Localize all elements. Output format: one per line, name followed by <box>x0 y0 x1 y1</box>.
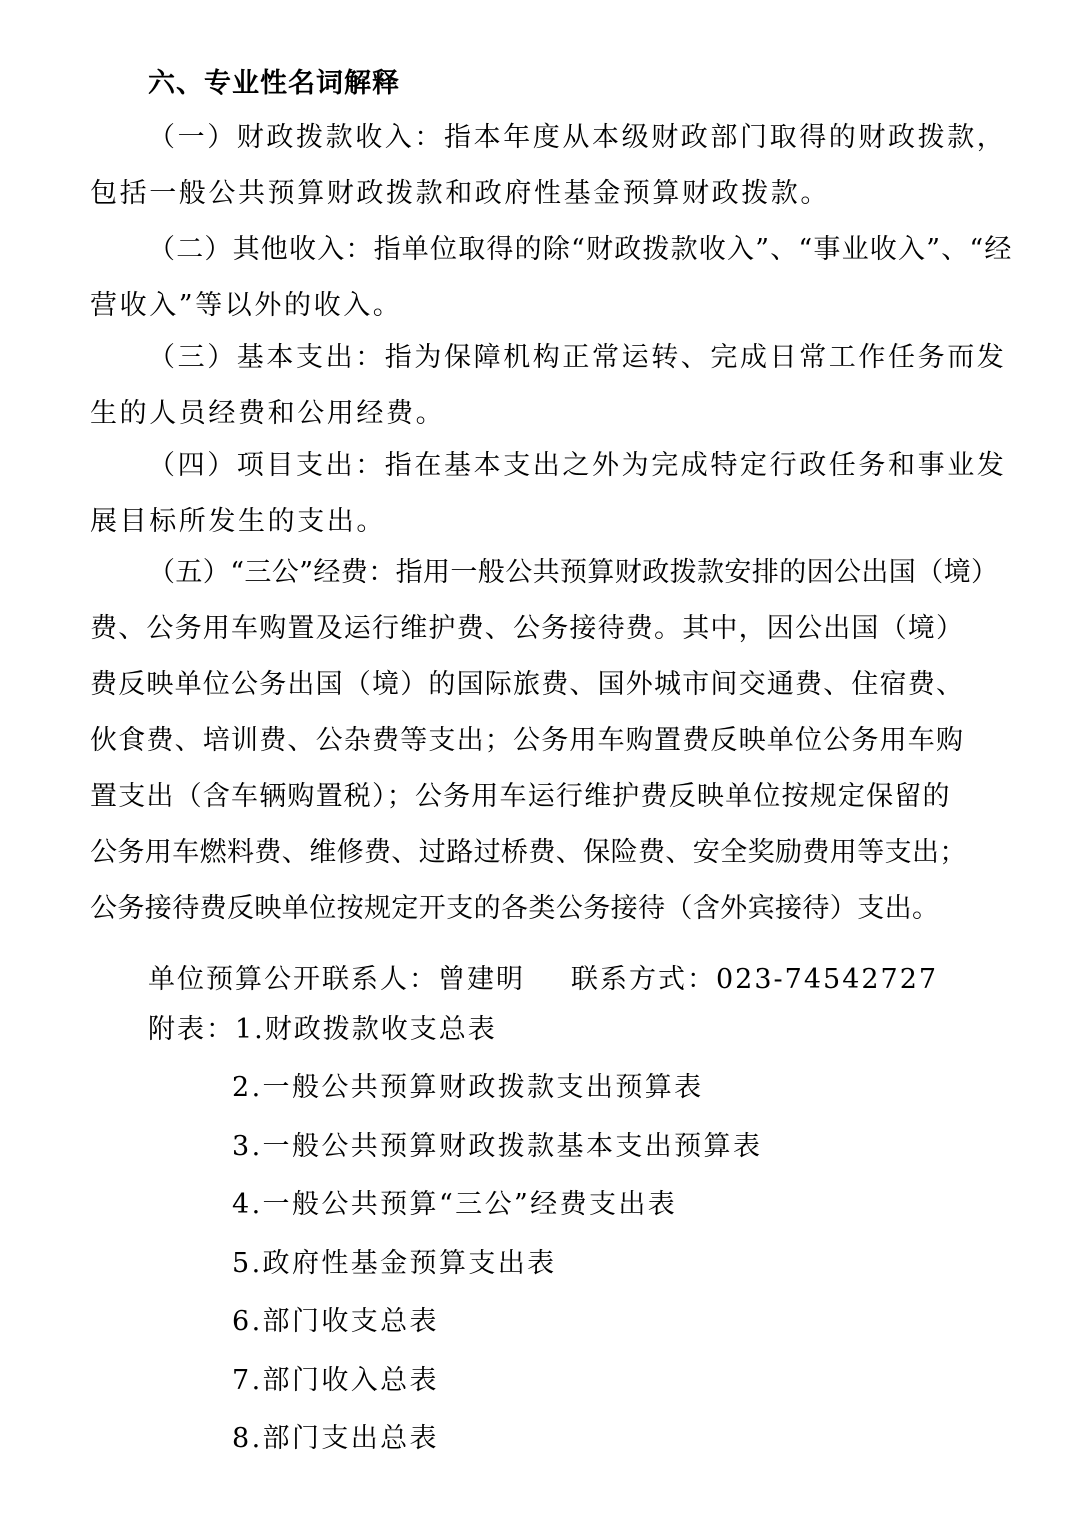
appendix-item: 2.一般公共预算财政拨款支出预算表 <box>232 1072 704 1103</box>
paragraph-line: 费、公务用车购置及运行维护费、公务接待费。其中，因公出国（境） <box>90 613 965 644</box>
section-heading: 六、专业性名词解释 <box>148 68 400 99</box>
paragraph-line: 生的人员经费和公用经费。 <box>90 398 446 429</box>
paragraph-line: （三）基本支出：指为保障机构正常运转、完成日常工作任务而发 <box>148 342 1007 373</box>
definition-paragraph-2 <box>90 222 1013 334</box>
paragraph-line: （一）财政拨款收入：指本年度从本级财政部门取得的财政拨款， <box>148 122 1007 153</box>
appendix-item: 8.部门支出总表 <box>232 1423 439 1454</box>
paragraph-line: 展目标所发生的支出。 <box>90 506 386 537</box>
paragraph-line: 置支出（含车辆购置税）；公务用车运行维护费反映单位按规定保留的 <box>90 781 951 812</box>
paragraph-line: （二）其他收入：指单位取得的除“财政拨款收入”、“事业收入”、“经 <box>148 234 1013 265</box>
paragraph-line: （五）“三公”经费：指用一般公共预算财政拨款安排的因公出国（境） <box>148 557 999 588</box>
appendix-item: 6.部门收支总表 <box>232 1306 439 1337</box>
definition-paragraph-4 <box>90 438 1010 550</box>
definition-paragraph-3 <box>90 330 1010 442</box>
paragraph-line: （四）项目支出：指在基本支出之外为完成特定行政任务和事业发 <box>148 450 1007 481</box>
appendix-item: 4.一般公共预算“三公”经费支出表 <box>232 1189 678 1220</box>
contact-method: 联系方式：023-74542727 <box>571 964 939 995</box>
paragraph-line: 公务用车燃料费、维修费、过路过桥费、保险费、安全奖励费用等支出； <box>90 837 967 868</box>
paragraph-line: 公务接待费反映单位按规定开支的各类公务接待（含外宾接待）支出。 <box>90 893 940 924</box>
appendix-item: 3.一般公共预算财政拨款基本支出预算表 <box>232 1130 763 1162</box>
paragraph-line: 伙食费、培训费、公杂费等支出；公务用车购置费反映单位公务用车购 <box>90 725 965 756</box>
appendix-item: 7.部门收入总表 <box>232 1364 439 1396</box>
appendix-list <box>232 1066 762 1476</box>
contact-person: 单位预算公开联系人：曾建明 <box>148 964 525 995</box>
definition-paragraph-5 <box>90 545 1010 937</box>
appendix-item: 5.政府性基金预算支出表 <box>232 1247 557 1279</box>
definition-paragraph-1 <box>90 110 1010 222</box>
paragraph-line: 费反映单位公务出国（境）的国际旅费、国外城市间交通费、住宿费、 <box>90 669 965 700</box>
paragraph-line: 包括一般公共预算财政拨款和政府性基金预算财政拨款。 <box>90 178 830 209</box>
contact-line <box>148 952 938 1008</box>
paragraph-line: 营收入”等以外的收入。 <box>90 290 403 321</box>
appendix-title: 附表：1.财政拨款收支总表 <box>148 1014 497 1045</box>
